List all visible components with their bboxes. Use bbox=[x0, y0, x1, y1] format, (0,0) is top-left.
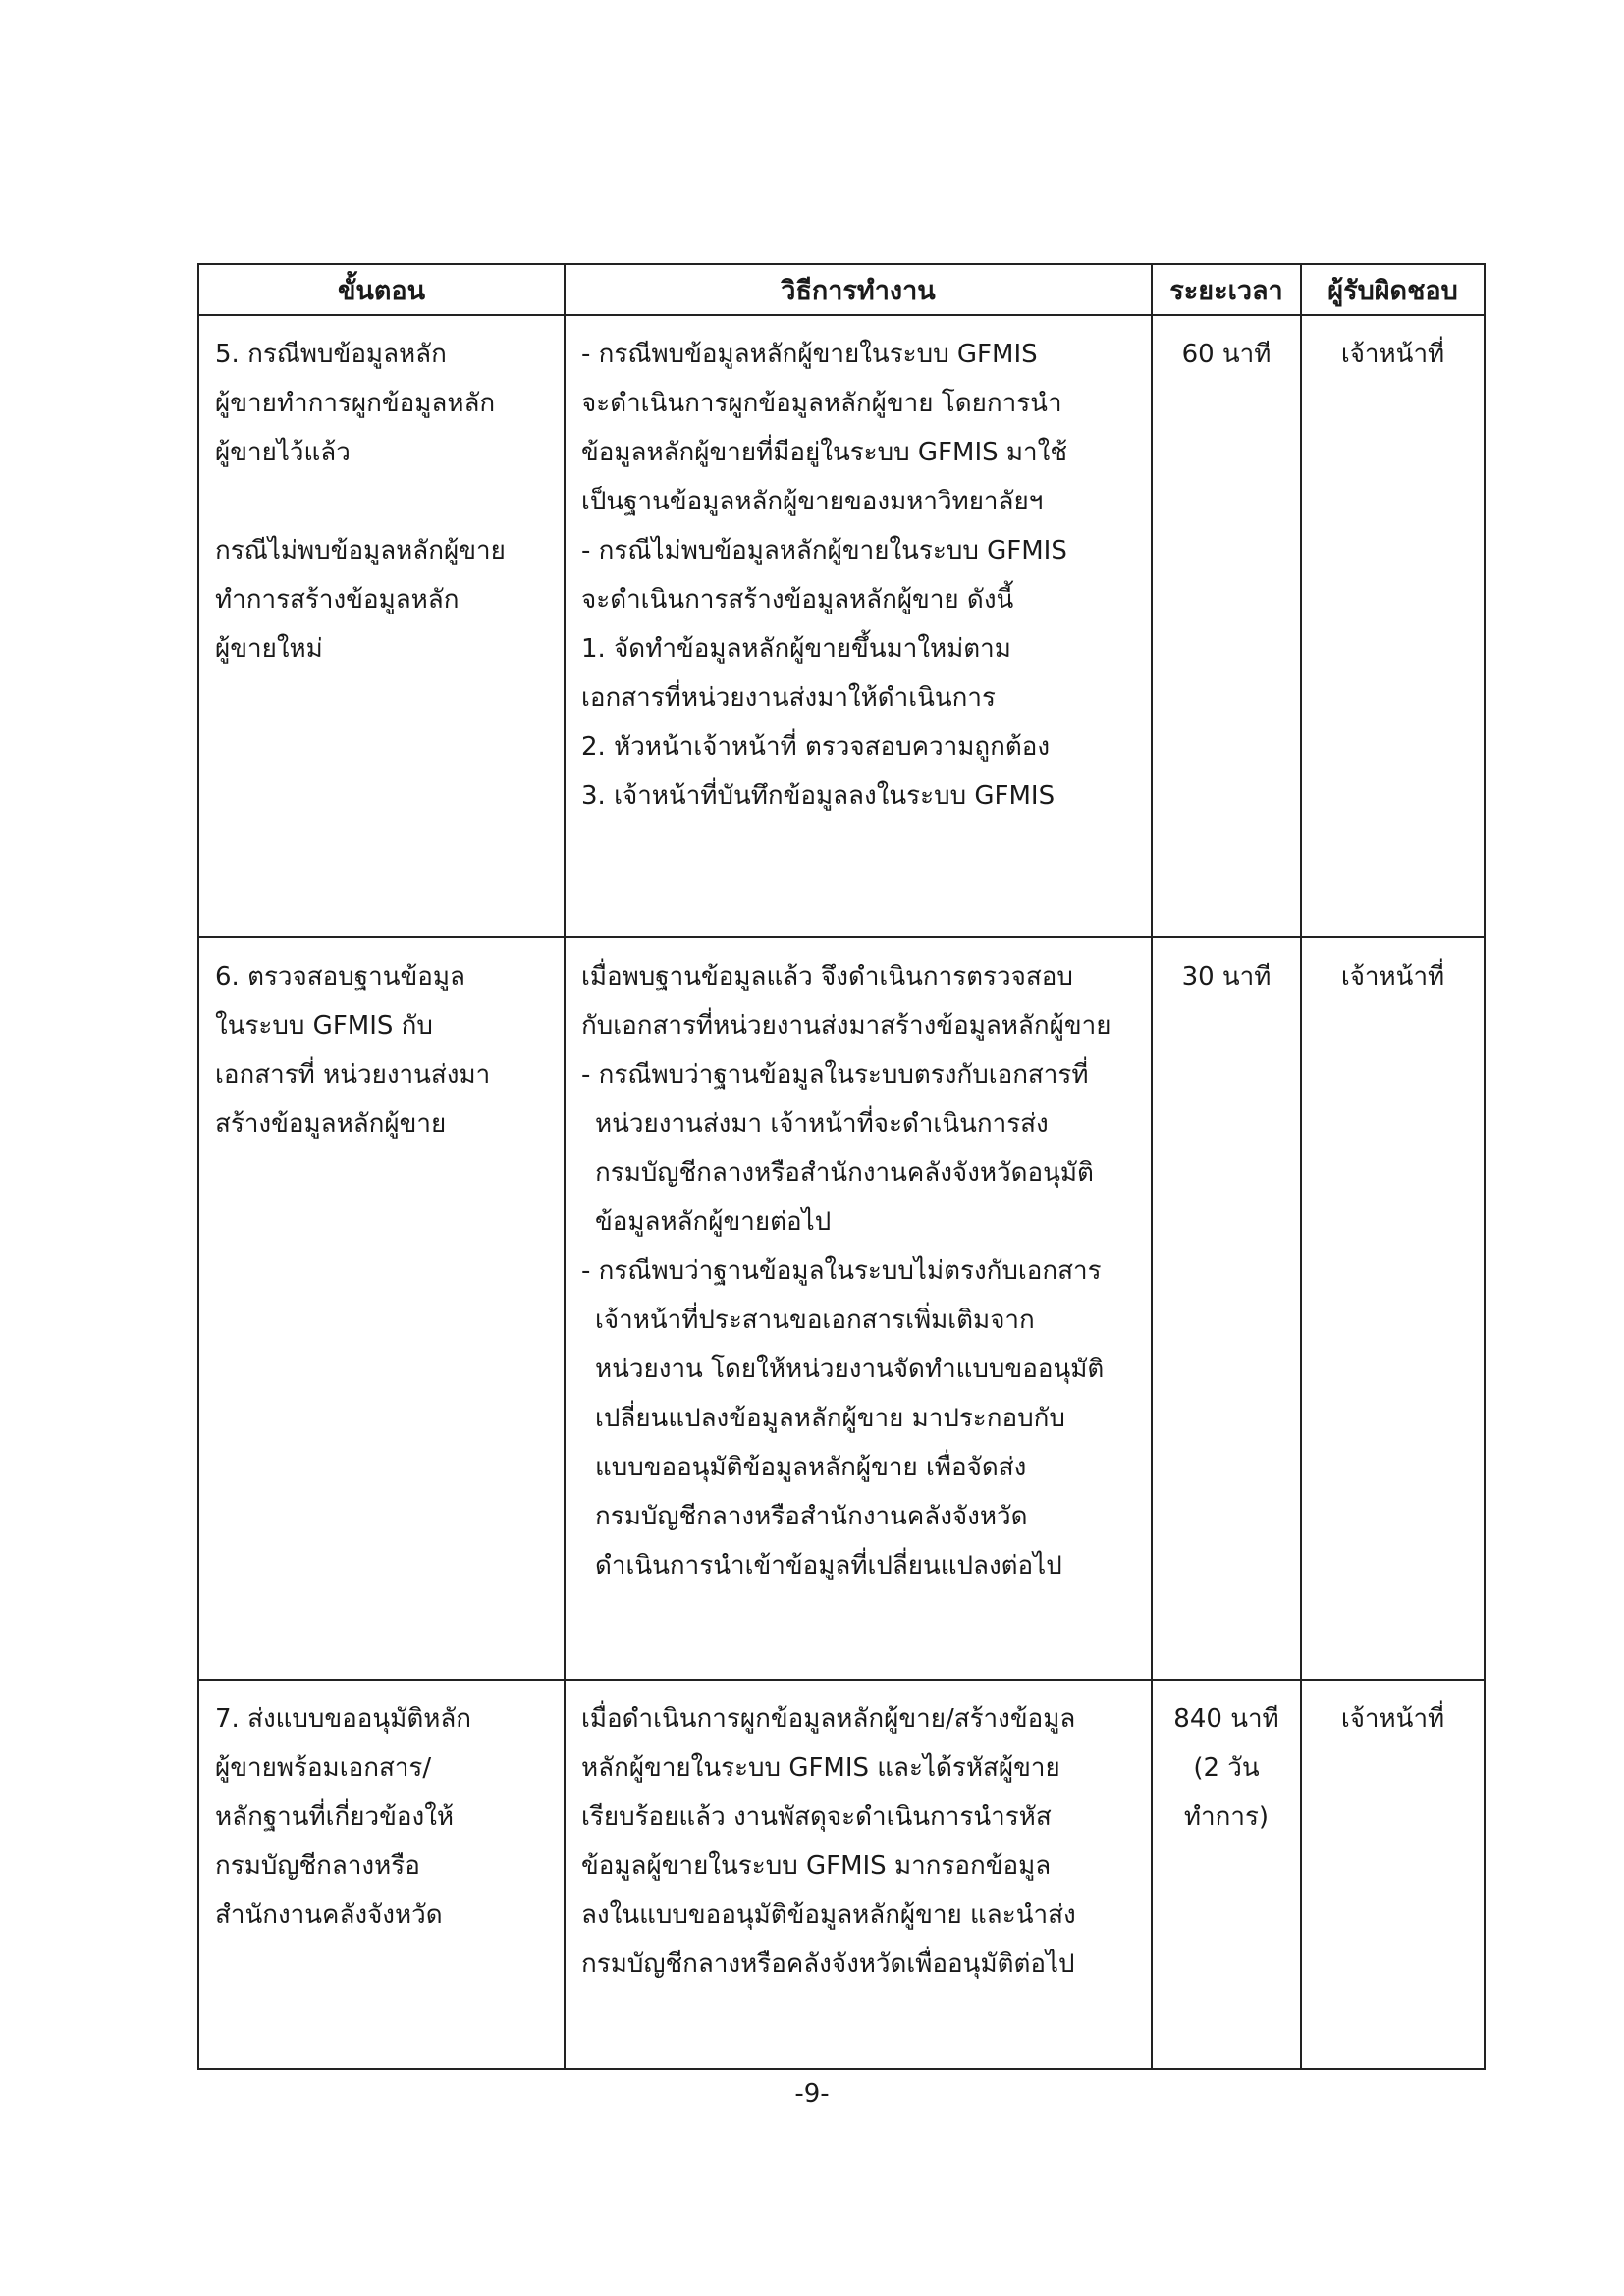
step-cell bbox=[198, 937, 565, 1680]
step-line: ผู้ขายไว้แล้ว bbox=[215, 438, 351, 467]
method-line: เจ้าหน้าที่ประสานขอเอกสารเพิ่มเติมจาก bbox=[595, 1306, 1035, 1335]
method-line: แบบขออนุมัติข้อมูลหลักผู้ขาย เพื่อจัดส่ง bbox=[595, 1453, 1027, 1482]
step-line: ผู้ขายทำการผูกข้อมูลหลัก bbox=[215, 389, 496, 418]
method-line: หน่วยงานส่งมา เจ้าหน้าที่จะดำเนินการส่ง bbox=[595, 1109, 1049, 1139]
step-line: ผู้ขายใหม่ bbox=[215, 634, 323, 664]
header-time: ระยะเวลา bbox=[1152, 264, 1301, 315]
responsible-cell: เจ้าหน้าที่ bbox=[1301, 937, 1485, 1680]
method-line: หน่วยงาน โดยให้หน่วยงานจัดทำแบบขออนุมัติ bbox=[595, 1355, 1105, 1384]
method-line: - กรณีไม่พบข้อมูลหลักผู้ขายในระบบ GFMIS bbox=[581, 536, 1067, 565]
step-line: หลักฐานที่เกี่ยวข้องให้ bbox=[215, 1802, 455, 1832]
method-line: เอกสารที่หน่วยงานส่งมาให้ดำเนินการ bbox=[581, 683, 996, 713]
method-line: จะดำเนินการผูกข้อมูลหลักผู้ขาย โดยการนำ bbox=[581, 389, 1062, 418]
time-line: (2 วัน bbox=[1193, 1753, 1260, 1783]
time-cell bbox=[1152, 937, 1301, 1680]
step-line: สร้างข้อมูลหลักผู้ขาย bbox=[215, 1109, 447, 1139]
method-line: - กรณีพบว่าฐานข้อมูลในระบบตรงกับเอกสารที่ bbox=[581, 1060, 1089, 1090]
header-step: ขั้นตอน bbox=[198, 264, 565, 315]
method-line: กรมบัญชีกลางหรือคลังจังหวัดเพื่ออนุมัติต่อไป bbox=[581, 1949, 1075, 1979]
step-line: ในระบบ GFMIS กับ bbox=[215, 1011, 433, 1041]
method-cell bbox=[565, 937, 1152, 1680]
method-line: 3. เจ้าหน้าที่บันทึกข้อมูลลงในระบบ GFMIS bbox=[581, 781, 1056, 811]
method-line: - กรณีพบข้อมูลหลักผู้ขายในระบบ GFMIS bbox=[581, 340, 1038, 369]
step-cell bbox=[198, 315, 565, 937]
table-row bbox=[198, 1680, 1485, 2069]
method-line: ลงในแบบขออนุมัติข้อมูลหลักผู้ขาย และนำส่ง bbox=[581, 1900, 1076, 1930]
time-cell bbox=[1152, 1680, 1301, 2069]
step-line: 5. กรณีพบข้อมูลหลัก bbox=[215, 340, 447, 369]
method-line: กรมบัญชีกลางหรือสำนักงานคลังจังหวัด bbox=[595, 1502, 1028, 1531]
step-line: ทำการสร้างข้อมูลหลัก bbox=[215, 585, 460, 614]
method-line: ข้อมูลผู้ขายในระบบ GFMIS มากรอกข้อมูล bbox=[581, 1851, 1052, 1881]
step-line: กรมบัญชีกลางหรือ bbox=[215, 1851, 420, 1881]
header-responsible: ผู้รับผิดชอบ bbox=[1301, 264, 1485, 315]
method-line: หลักผู้ขายในระบบ GFMIS และได้รหัสผู้ขาย bbox=[581, 1753, 1060, 1783]
method-cell bbox=[565, 315, 1152, 937]
method-line: ข้อมูลหลักผู้ขายที่มีอยู่ในระบบ GFMIS มาใช้ bbox=[581, 438, 1067, 467]
method-line: กรมบัญชีกลางหรือสำนักงานคลังจังหวัดอนุมัติ bbox=[595, 1158, 1094, 1188]
time-line: ทำการ) bbox=[1183, 1802, 1270, 1832]
method-line: เรียบร้อยแล้ว งานพัสดุจะดำเนินการนำรหัส bbox=[581, 1802, 1052, 1832]
method-line: 1. จัดทำข้อมูลหลักผู้ขายขึ้นมาใหม่ตาม bbox=[581, 634, 1011, 664]
step-line: 7. ส่งแบบขออนุมัติหลัก bbox=[215, 1704, 472, 1734]
method-line: เปลี่ยนแปลงข้อมูลหลักผู้ขาย มาประกอบกับ bbox=[595, 1404, 1065, 1433]
method-line: เมื่อดำเนินการผูกข้อมูลหลักผู้ขาย/สร้างข้อมูล bbox=[581, 1704, 1076, 1734]
step-line: เอกสารที่ หน่วยงานส่งมา bbox=[215, 1060, 491, 1090]
step-line: 6. ตรวจสอบฐานข้อมูล bbox=[215, 962, 465, 991]
method-line: ข้อมูลหลักผู้ขายต่อไป bbox=[595, 1207, 832, 1237]
time-cell bbox=[1152, 315, 1301, 937]
table-row bbox=[198, 937, 1485, 1680]
table-header-row bbox=[198, 264, 1485, 315]
step-cell bbox=[198, 1680, 565, 2069]
procedure-table bbox=[197, 263, 1486, 2070]
method-line: - กรณีพบว่าฐานข้อมูลในระบบไม่ตรงกับเอกสาร bbox=[581, 1256, 1102, 1286]
method-line: เมื่อพบฐานข้อมูลแล้ว จึงดำเนินการตรวจสอบ bbox=[581, 962, 1073, 991]
method-line: เป็นฐานข้อมูลหลักผู้ขายของมหาวิทยาลัยฯ bbox=[581, 487, 1044, 516]
method-line: 2. หัวหน้าเจ้าหน้าที่ ตรวจสอบความถูกต้อง bbox=[581, 732, 1051, 762]
time-line: 30 นาที bbox=[1181, 962, 1272, 991]
time-line: 60 นาที bbox=[1181, 340, 1272, 369]
method-line: จะดำเนินการสร้างข้อมูลหลักผู้ขาย ดังนี้ bbox=[581, 585, 1014, 614]
table-row bbox=[198, 315, 1485, 937]
header-method: วิธีการทำงาน bbox=[565, 264, 1152, 315]
method-line: ดำเนินการนำเข้าข้อมูลที่เปลี่ยนแปลงต่อไป bbox=[595, 1551, 1062, 1580]
responsible-cell: เจ้าหน้าที่ bbox=[1301, 1680, 1485, 2069]
step-line: กรณีไม่พบข้อมูลหลักผู้ขาย bbox=[215, 536, 506, 565]
time-line: 840 นาที bbox=[1173, 1704, 1279, 1734]
method-cell bbox=[565, 1680, 1152, 2069]
step-line: ผู้ขายพร้อมเอกสาร/ bbox=[215, 1753, 432, 1783]
page-number: -9- bbox=[794, 2079, 830, 2109]
responsible-cell: เจ้าหน้าที่ bbox=[1301, 315, 1485, 937]
step-line: สำนักงานคลังจังหวัด bbox=[215, 1900, 443, 1930]
method-line: กับเอกสารที่หน่วยงานส่งมาสร้างข้อมูลหลักผู้ขาย bbox=[581, 1011, 1111, 1041]
